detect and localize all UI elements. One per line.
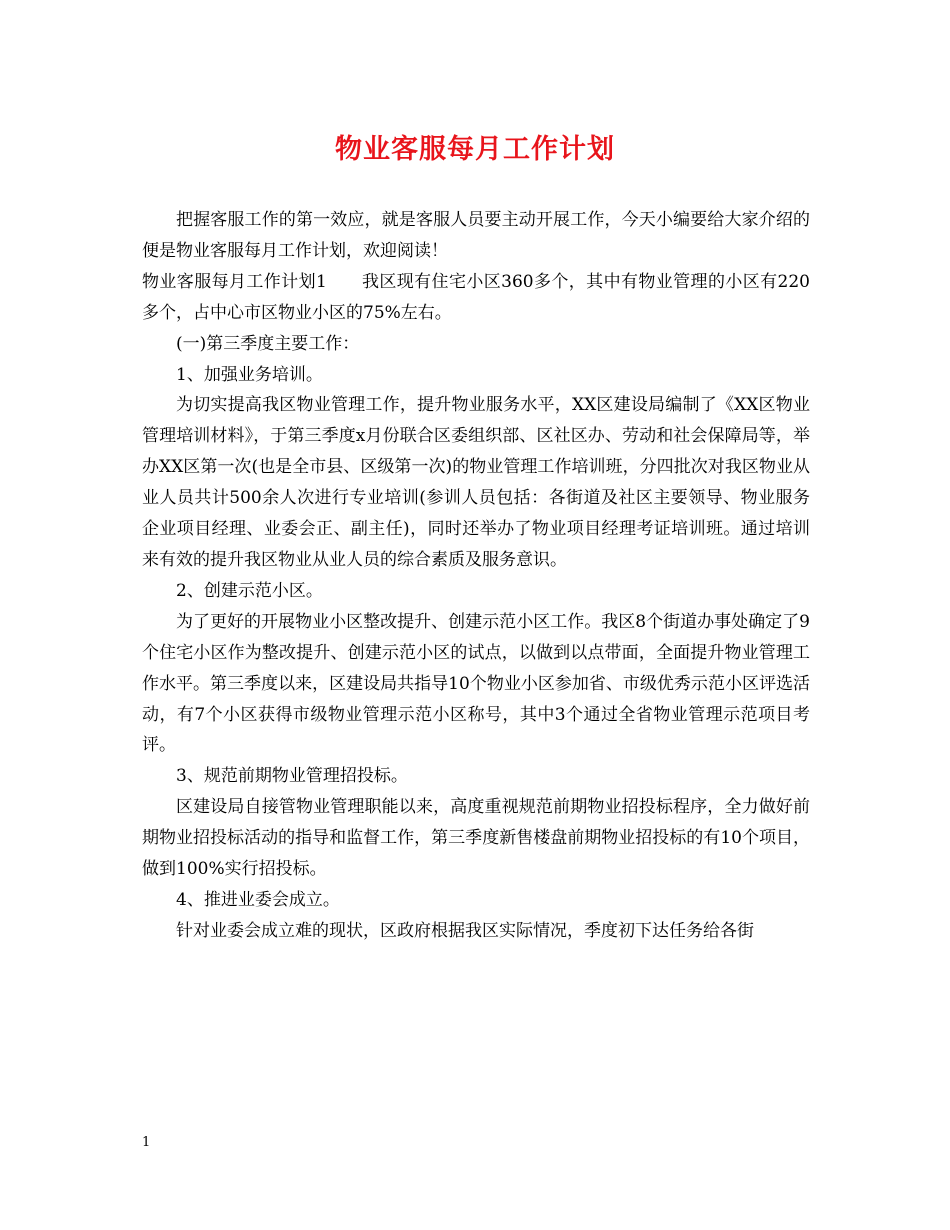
- page-number: 1: [142, 1135, 151, 1150]
- paragraph: 2、创建示范小区。: [176, 580, 323, 601]
- paragraph: 针对业委会成立难的现状，区政府根据我区实际情况，季度初下达任务给各街: [176, 920, 754, 941]
- paragraph: 4、推进业委会成立。: [176, 889, 340, 910]
- paragraph: 3、规范前期物业管理招投标。: [176, 766, 408, 787]
- document-title: 物业客服每月工作计划: [335, 134, 615, 165]
- paragraph: 区建设局自接管物业管理职能以来，高度重视规范前期物业招投标程序，全力做好前期物业招投标活动的指导和监督工作，第三季度新售楼盘前期物业招投标的有10个项目，做到100%实行招投标。: [142, 797, 810, 880]
- paragraph: 物业客服每月工作计划1 我区现有住宅小区360多个，其中有物业管理的小区有220多个，占中心市区物业小区的75%左右。: [142, 271, 810, 323]
- document-body: [142, 205, 810, 947]
- paragraph: (一)第三季度主要工作：: [176, 333, 360, 354]
- paragraph: 把握客服工作的第一效应，就是客服人员要主动开展工作，今天小编要给大家介绍的便是物业客服每月工作计划，欢迎阅读！: [142, 210, 810, 261]
- paragraph: 为切实提高我区物业管理工作，提升物业服务水平，XX区建设局编制了《XX区物业管理培训材料》，于第三季度x月份联合区委组织部、区社区办、劳动和社会保障局等，举办XX区第一次(也是全市县、区级第一次)的物业管理工作培训班，分四批次对我区物业从业人员共计500余人次进行专业培训(参训人员包括：各街道及社区主要领导、物业服务企业项目经理、业委会正、副主任)，同时还举办了物业项目经理考证培训班。通过培训来有效的提升我区物业从业人员的综合素质及服务意识。: [142, 395, 810, 570]
- paragraph: 为了更好的开展物业小区整改提升、创建示范小区工作。我区8个街道办事处确定了9个住宅小区作为整改提升、创建示范小区的试点，以做到以点带面，全面提升物业管理工作水平。第三季度以来，区建设局共指导10个物业小区参加省、市级优秀示范小区评选活动，有7个小区获得市级物业管理示范小区称号，其中3个通过全省物业管理示范项目考评。: [142, 611, 810, 756]
- paragraph: 1、加强业务培训。: [176, 364, 323, 385]
